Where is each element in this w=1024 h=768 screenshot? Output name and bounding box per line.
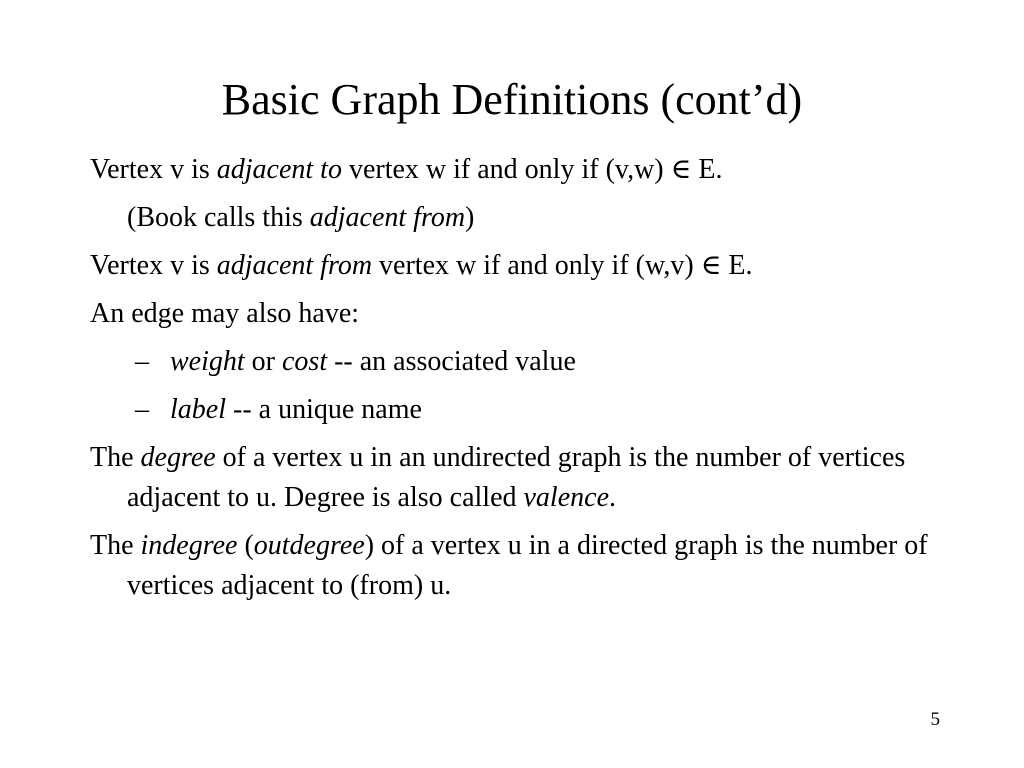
- text-run: vertex w if and only if (w,v) ∈ E.: [372, 250, 753, 281]
- term-cost: cost: [282, 346, 328, 377]
- text-run: .: [609, 482, 616, 513]
- adjacent-to-definition: [90, 150, 950, 190]
- text-run: -- a unique name: [226, 394, 422, 425]
- text-run: or: [244, 346, 282, 377]
- indegree-definition: [90, 526, 950, 606]
- text-run: ) of a vertex u in a directed graph is the number of vertices adjacent to (from) u.: [127, 530, 928, 601]
- term-weight: weight: [170, 346, 245, 377]
- text-run: -- an associated value: [327, 346, 576, 377]
- sub-bullet-label: [90, 390, 950, 430]
- text-run: ): [465, 202, 475, 233]
- text-run: (Book calls this: [127, 202, 310, 233]
- text-run: (: [237, 530, 254, 561]
- slide-body: [90, 150, 950, 606]
- text-run: Vertex v is: [90, 154, 217, 185]
- sub-bullet-weight: [90, 342, 950, 382]
- term-valence: valence: [523, 482, 609, 513]
- text-run: Vertex v is: [90, 250, 217, 281]
- term-indegree: indegree: [140, 530, 238, 561]
- dash-bullet: –: [135, 346, 149, 377]
- edge-intro: An edge may also have:: [90, 298, 360, 329]
- term-outdegree: outdegree: [253, 530, 365, 561]
- term-adjacent-from: adjacent from: [216, 250, 373, 281]
- term-adjacent-to: adjacent to: [216, 154, 342, 185]
- book-note: [90, 198, 950, 238]
- text-run: The: [90, 442, 141, 473]
- dash-bullet: –: [135, 394, 149, 425]
- term-label: label: [170, 394, 226, 425]
- page-number: 5: [930, 709, 940, 730]
- text-run: The: [90, 530, 141, 561]
- text-run: of a vertex u in an undirected graph is the number of vertices adjacent to u. Degree is also called: [127, 442, 906, 513]
- term-degree: degree: [140, 442, 216, 473]
- slide-title: Basic Graph Definitions (cont’d): [221, 75, 803, 124]
- adjacent-from-definition: [90, 246, 950, 286]
- degree-definition: [90, 438, 950, 518]
- term-adjacent-from: adjacent from: [309, 202, 466, 233]
- text-run: vertex w if and only if (v,w) ∈ E.: [341, 154, 723, 185]
